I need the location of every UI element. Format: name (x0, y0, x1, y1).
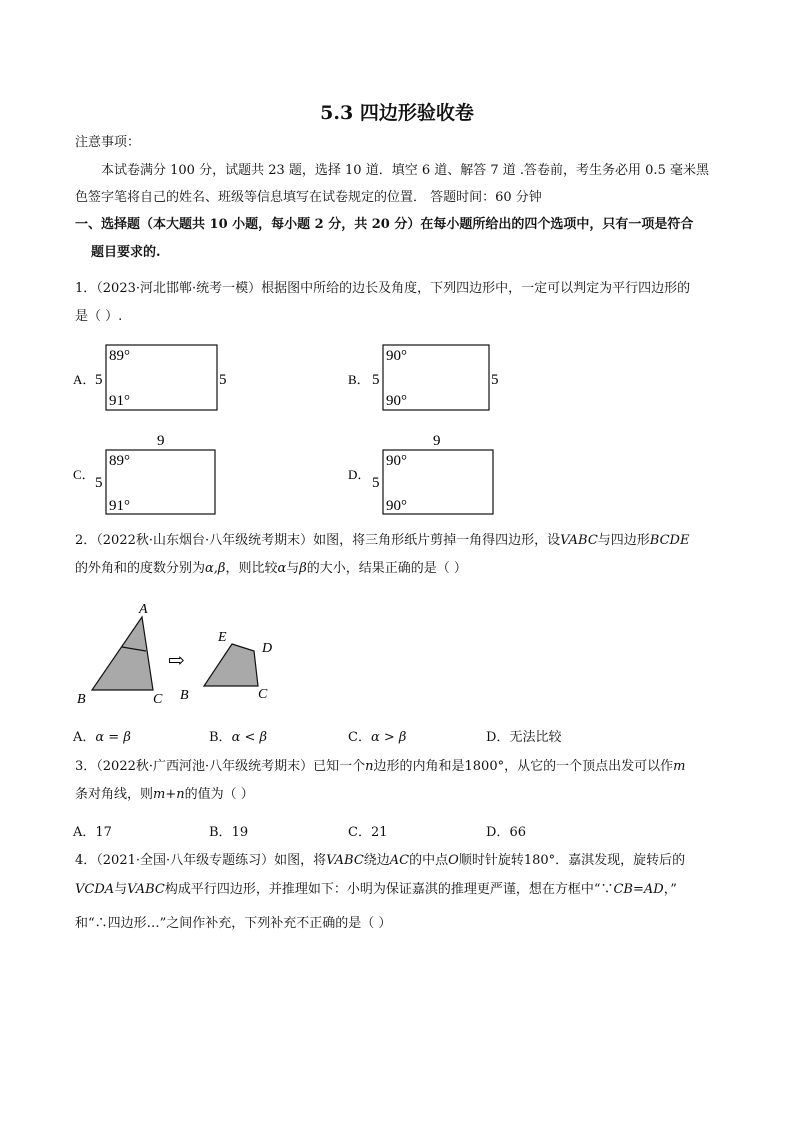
q2-arrow-icon: ⇨ (168, 650, 185, 672)
q2-line-2: 的外角和的度数分别为α,β，则比较α与β的大小，结果正确的是（ ） (75, 561, 467, 576)
q1-option-d-top-angle: 90° (386, 453, 407, 469)
q1-option-c-bottom-angle: 91° (109, 498, 130, 514)
q2-label-c: C (153, 692, 163, 707)
q1-option-d-bottom-angle: 90° (386, 498, 407, 514)
q2-option-a: A．α = β (73, 730, 131, 745)
q1-option-b-top-angle: 90° (386, 348, 407, 364)
q1-option-a-top-angle: 89° (109, 348, 130, 364)
q2-option-c: C．α > β (348, 730, 407, 745)
q3-option-d: D．66 (486, 825, 526, 840)
q1-option-a-right-side: 5 (219, 372, 227, 388)
q4-line-1: 4．（2021·全国·八年级专题练习）如图，将VABC绕边AC的中点O顺时针旋转180°．嘉淇发现，旋转后的 (75, 853, 686, 868)
q4-line-3: 和“∴四边形…”之间作补充，下列补充不正确的是（ ） (75, 916, 392, 931)
q4-line-2: VCDA与VABC构成平行四边形，并推理如下：小明为保证嘉淇的推理更严谨，想在方框中“∵CB=AD，” (75, 882, 677, 897)
q3-line-2: 条对角线，则m+n的值为（ ） (75, 787, 254, 802)
q1-option-b-bottom-angle: 90° (386, 393, 407, 409)
q1-option-b-right-side: 5 (491, 372, 499, 388)
notice-line-1: 本试卷满分 100 分，试题共 23 题，选择 10 道．填空 6 道、解答 7 道 .答卷前，考生务必用 0.5 毫米黑 (101, 163, 709, 178)
q2-label-b2: B (180, 688, 189, 703)
q1-option-a-label: A． (73, 372, 96, 387)
q1-option-c-label: C． (73, 467, 95, 482)
section-heading-line-2: 题目要求的. (91, 245, 161, 260)
section-heading-line-1: 一、选择题（本大题共 10 小题，每小题 2 分，共 20 分）在每小题所给出的四个选项中，只有一项是符合 (75, 217, 694, 232)
q3-option-b: B．19 (209, 825, 249, 840)
q1-option-c-left-side: 5 (95, 475, 103, 491)
q2-option-b: B．α < β (209, 730, 268, 745)
q3-option-c: C．21 (348, 825, 388, 840)
q1-option-c-top-side: 9 (157, 433, 165, 449)
q3-option-a: A．17 (73, 825, 112, 840)
q1-option-b-label: B． (348, 372, 370, 387)
q2-quadrilateral (204, 644, 258, 686)
q3-line-1: 3．（2022秋·广西河池·八年级统考期末）已知一个n边形的内角和是1800°，从它的一个顶点出发可以作m (75, 759, 686, 774)
q1-option-a-left-side: 5 (95, 372, 103, 388)
q2-option-d: D．无法比较 (486, 730, 562, 745)
notice-line-2: 色签字笔将自己的姓名、班级等信息填写在试卷规定的位置． 答题时间：60 分钟 (75, 190, 542, 205)
q1-option-d-left-side: 5 (372, 475, 380, 491)
q1-option-a-bottom-angle: 91° (109, 393, 130, 409)
q1-option-d-label: D． (348, 467, 371, 482)
q2-triangle (92, 617, 153, 690)
q2-line-1: 2．（2022秋·山东烟台·八年级统考期末）如图，将三角形纸片剪掉一角得四边形，设VABC与四边形BCDE (75, 533, 690, 548)
page-title: 5.3 四边形验收卷 (320, 102, 474, 124)
q2-label-c2: C (258, 687, 268, 702)
q1-line-1: 1．（2023·河北邯郸·统考一模）根据图中所给的边长及角度，下列四边形中，一定可以判定为平行四边形的 (75, 281, 691, 296)
q1-option-c-top-angle: 89° (109, 453, 130, 469)
q2-label-a: A (139, 602, 148, 617)
q1-option-d-top-side: 9 (433, 433, 441, 449)
q2-label-d: D (262, 641, 273, 656)
q2-label-e: E (218, 630, 227, 645)
q1-line-2: 是（ ）. (75, 309, 123, 324)
q2-label-b: B (77, 692, 86, 707)
notice-heading: 注意事项： (75, 135, 141, 150)
q1-option-b-left-side: 5 (372, 372, 380, 388)
